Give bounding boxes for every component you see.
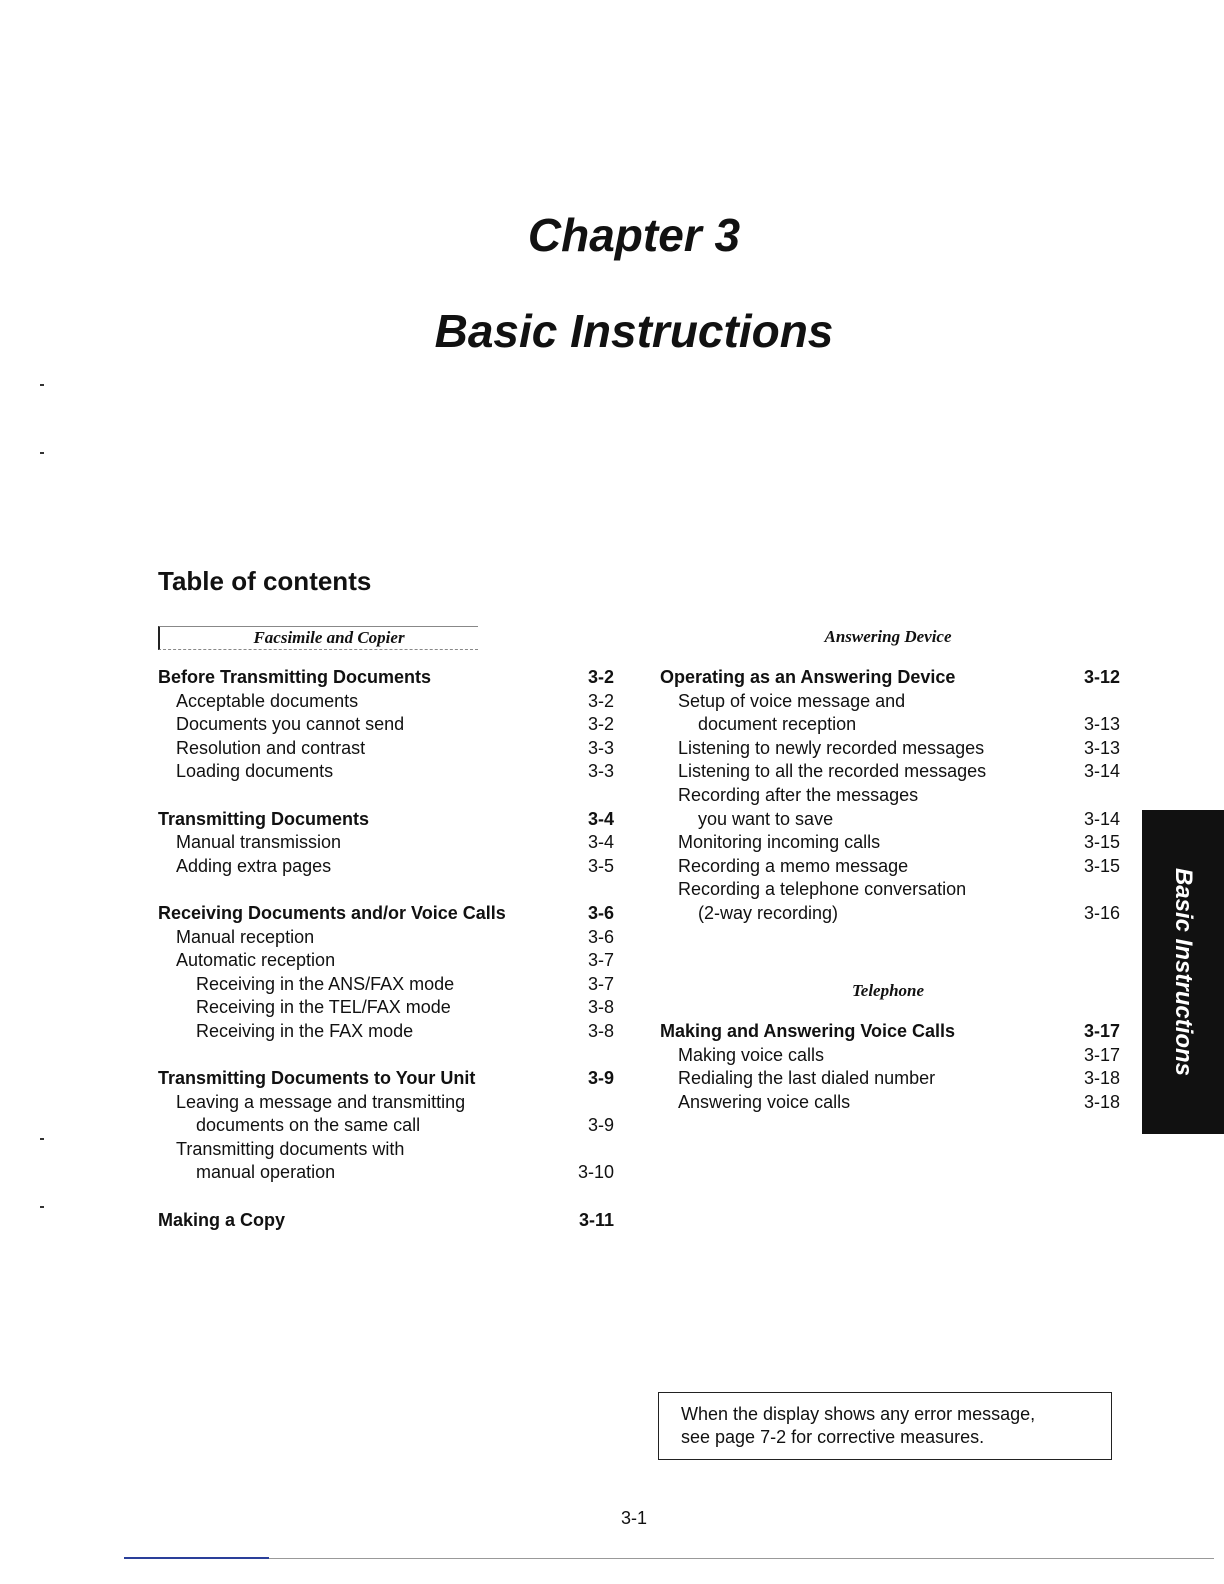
bottom-rule-accent bbox=[124, 1557, 269, 1559]
toc-entry-text: Transmitting Documents to Your Unit bbox=[158, 1068, 476, 1089]
toc-entry-text: Manual reception bbox=[176, 926, 315, 947]
toc-entry-text: Redialing the last dialed number bbox=[678, 1068, 936, 1089]
side-tab-label: Basic Instructions bbox=[1170, 867, 1197, 1077]
toc-entry-page: 3-2 bbox=[587, 667, 614, 687]
toc-entry-page: 3-13 bbox=[1083, 737, 1120, 758]
note-line: see page 7-2 for corrective measures. bbox=[681, 1427, 985, 1447]
toc-entry-page: 3-17 bbox=[1083, 1044, 1120, 1065]
toc-entry-page: 3-15 bbox=[1083, 832, 1120, 853]
toc-entry[interactable] bbox=[158, 1114, 618, 1138]
toc-entry-page: 3-13 bbox=[1083, 714, 1120, 735]
toc-entry[interactable] bbox=[660, 1020, 1120, 1044]
toc-entry-page: 3-10 bbox=[577, 1162, 614, 1183]
scan-speck bbox=[40, 384, 44, 386]
toc-entry-page: 3-12 bbox=[1083, 667, 1120, 687]
toc-entry-text: Acceptable documents bbox=[176, 690, 359, 711]
toc-column-facsimile bbox=[158, 666, 618, 1232]
toc-entry-text: Recording a telephone conversation bbox=[678, 879, 967, 900]
toc-entry-text: you want to save bbox=[698, 808, 834, 829]
toc-entry[interactable] bbox=[158, 973, 618, 997]
toc-column-answering bbox=[660, 666, 1120, 926]
toc-entry-text: Adding extra pages bbox=[176, 855, 332, 876]
section-header-answering: Answering Device bbox=[824, 627, 952, 646]
toc-entry[interactable] bbox=[660, 737, 1120, 761]
toc-entry-text: Transmitting Documents bbox=[158, 808, 370, 829]
toc-entry-text: Transmitting documents with bbox=[176, 1138, 405, 1159]
scan-speck bbox=[40, 1206, 44, 1208]
toc-entry-page: 3-4 bbox=[587, 808, 614, 829]
toc-entry-text: Manual transmission bbox=[176, 832, 342, 853]
chapter-subtitle: Basic Instructions bbox=[434, 305, 834, 357]
toc-entry[interactable] bbox=[158, 949, 618, 973]
toc-entry[interactable] bbox=[158, 926, 618, 950]
toc-entry[interactable] bbox=[660, 760, 1120, 784]
toc-entry-page: 3-7 bbox=[587, 950, 614, 971]
scan-speck bbox=[40, 452, 44, 454]
toc-entry-text: Listening to newly recorded messages bbox=[678, 737, 985, 758]
toc-entry[interactable] bbox=[660, 690, 1120, 714]
toc-entry[interactable] bbox=[660, 855, 1120, 879]
toc-entry[interactable] bbox=[158, 690, 618, 714]
toc-entry[interactable] bbox=[158, 1209, 618, 1233]
toc-entry[interactable] bbox=[660, 1044, 1120, 1068]
toc-entry-page: 3-3 bbox=[587, 737, 614, 758]
page-number: 3-1 bbox=[620, 1508, 647, 1528]
toc-heading: Table of contents bbox=[158, 566, 372, 596]
toc-entry-page: 3-9 bbox=[587, 1115, 614, 1136]
note-box bbox=[658, 1392, 1112, 1460]
toc-entry-text: Monitoring incoming calls bbox=[678, 832, 881, 853]
toc-entry-page: 3-18 bbox=[1083, 1091, 1120, 1112]
toc-entry-text: Listening to all the recorded messages bbox=[678, 761, 987, 782]
toc-entry[interactable] bbox=[158, 713, 618, 737]
bottom-rule bbox=[124, 1558, 1214, 1559]
toc-entry-text: manual operation bbox=[196, 1162, 336, 1183]
note-line: When the display shows any error message, bbox=[681, 1404, 1036, 1424]
toc-entry[interactable] bbox=[158, 902, 618, 926]
toc-entry-text: Answering voice calls bbox=[678, 1091, 851, 1112]
toc-entry-page: 3-6 bbox=[587, 926, 614, 947]
toc-entry-text: document reception bbox=[698, 714, 857, 735]
toc-entry[interactable] bbox=[158, 760, 618, 784]
toc-entry[interactable] bbox=[660, 831, 1120, 855]
toc-entry[interactable] bbox=[158, 855, 618, 879]
chapter-title: Chapter 3 bbox=[527, 209, 741, 261]
toc-entry[interactable] bbox=[660, 902, 1120, 926]
toc-entry-text: documents on the same call bbox=[196, 1115, 421, 1136]
toc-entry[interactable] bbox=[660, 808, 1120, 832]
toc-entry-text: Receiving Documents and/or Voice Calls bbox=[158, 902, 506, 923]
toc-entry[interactable] bbox=[158, 666, 618, 690]
toc-entry-text: Loading documents bbox=[176, 761, 334, 782]
toc-entry[interactable] bbox=[660, 878, 1120, 902]
toc-entry-page: 3-16 bbox=[1083, 902, 1120, 923]
toc-entry[interactable] bbox=[158, 831, 618, 855]
toc-entry-page: 3-8 bbox=[587, 1020, 614, 1041]
scan-speck bbox=[40, 1138, 44, 1140]
toc-entry-page: 3-4 bbox=[587, 832, 614, 853]
toc-entry[interactable] bbox=[158, 1020, 618, 1044]
toc-entry-page: 3-14 bbox=[1083, 761, 1120, 782]
toc-entry-page: 3-18 bbox=[1083, 1068, 1120, 1089]
toc-entry[interactable] bbox=[660, 1067, 1120, 1091]
toc-entry-text: Recording a memo message bbox=[678, 855, 909, 876]
toc-entry-page: 3-5 bbox=[587, 855, 614, 876]
toc-entry-page: 3-6 bbox=[587, 902, 614, 923]
toc-entry-page: 3-15 bbox=[1083, 855, 1120, 876]
toc-entry-page: 3-7 bbox=[587, 973, 614, 994]
toc-entry-text: Receiving in the ANS/FAX mode bbox=[196, 973, 455, 994]
toc-entry[interactable] bbox=[158, 1067, 618, 1091]
toc-entry-text: Recording after the messages bbox=[678, 784, 919, 805]
toc-entry[interactable] bbox=[660, 1091, 1120, 1115]
toc-entry[interactable] bbox=[660, 666, 1120, 690]
side-tab[interactable] bbox=[1142, 810, 1224, 1134]
toc-entry-text: (2-way recording) bbox=[698, 902, 839, 923]
toc-entry-page: 3-2 bbox=[587, 690, 614, 711]
toc-entry-text: Receiving in the FAX mode bbox=[196, 1020, 414, 1041]
toc-entry-text: Setup of voice message and bbox=[678, 690, 906, 711]
toc-entry[interactable] bbox=[158, 1161, 618, 1185]
toc-entry-page: 3-11 bbox=[578, 1209, 614, 1230]
toc-entry-text: Resolution and contrast bbox=[176, 737, 366, 758]
toc-entry-text: Automatic reception bbox=[176, 950, 336, 971]
toc-entry[interactable] bbox=[158, 1091, 618, 1115]
toc-entry[interactable] bbox=[158, 737, 618, 761]
toc-column-telephone bbox=[660, 1020, 1120, 1114]
toc-entry[interactable] bbox=[158, 996, 618, 1020]
toc-entry-text: Before Transmitting Documents bbox=[158, 667, 432, 687]
toc-entry[interactable] bbox=[158, 808, 618, 832]
toc-entry-text: Documents you cannot send bbox=[176, 714, 405, 735]
toc-entry-text: Making voice calls bbox=[678, 1044, 825, 1065]
toc-entry-text: Making a Copy bbox=[158, 1209, 286, 1230]
toc-entry-text: Receiving in the TEL/FAX mode bbox=[196, 997, 451, 1018]
toc-entry-page: 3-8 bbox=[587, 997, 614, 1018]
toc-entry[interactable] bbox=[158, 1138, 618, 1162]
toc-entry-text: Leaving a message and transmitting bbox=[176, 1091, 466, 1112]
toc-entry-page: 3-17 bbox=[1083, 1021, 1120, 1041]
toc-entry-text: Operating as an Answering Device bbox=[660, 667, 956, 687]
toc-entry-page: 3-3 bbox=[587, 761, 614, 782]
toc-entry-page: 3-14 bbox=[1083, 808, 1120, 829]
section-header-facsimile: Facsimile and Copier bbox=[158, 626, 478, 650]
toc-entry[interactable] bbox=[660, 784, 1120, 808]
toc-entry[interactable] bbox=[660, 713, 1120, 737]
toc-entry-page: 3-9 bbox=[587, 1068, 614, 1089]
toc-entry-text: Making and Answering Voice Calls bbox=[660, 1021, 956, 1041]
toc-entry-page: 3-2 bbox=[587, 714, 614, 735]
section-header-telephone: Telephone bbox=[851, 981, 925, 1000]
